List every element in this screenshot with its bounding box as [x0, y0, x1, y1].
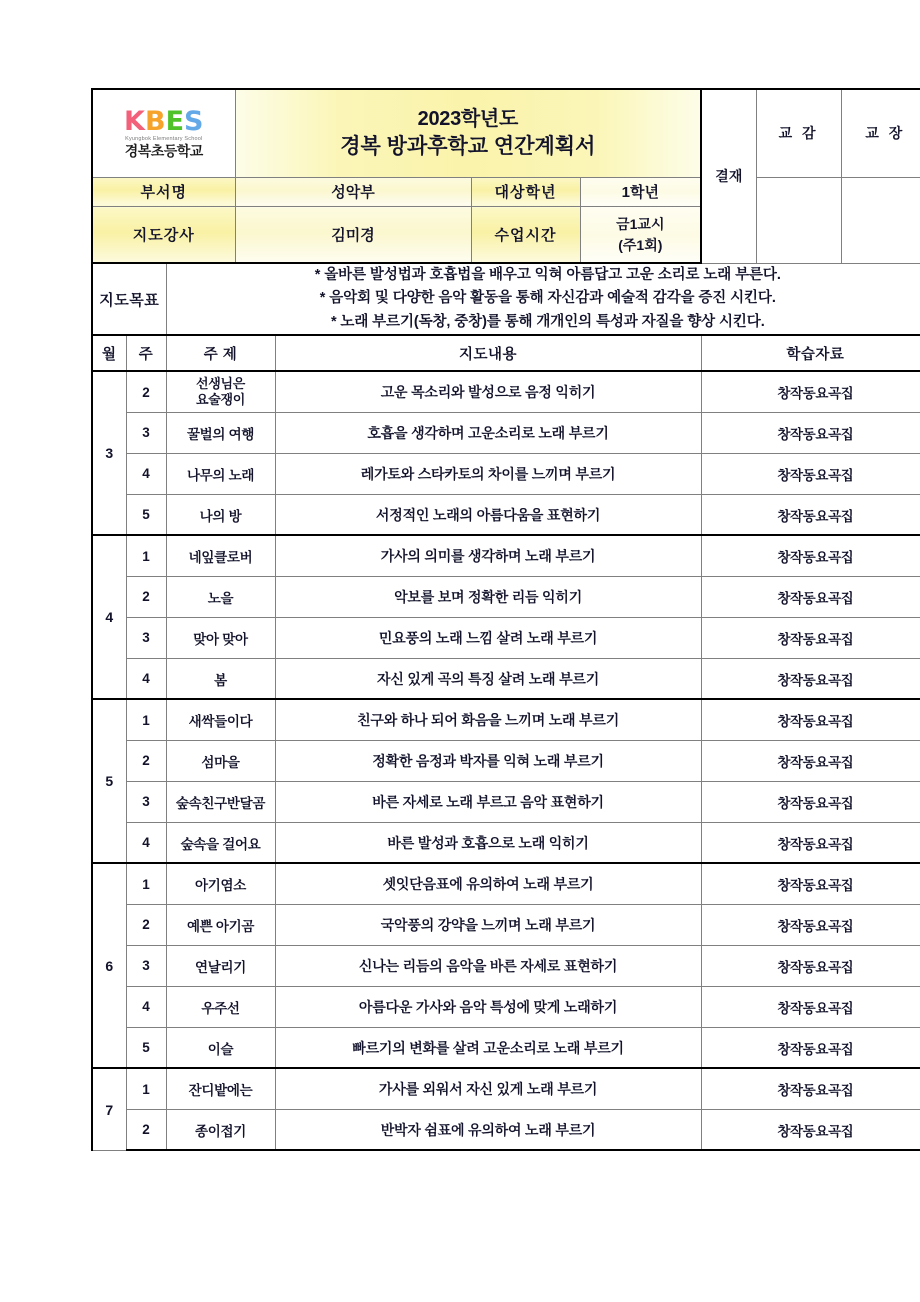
content-cell: 서정적인 노래의 아름다움을 표현하기 [275, 494, 701, 535]
topic-cell: 예쁜 아기곰 [166, 904, 275, 945]
approval-signature-principal[interactable] [841, 177, 920, 263]
table-row [92, 453, 920, 494]
week-cell: 1 [126, 535, 166, 576]
week-cell: 2 [126, 576, 166, 617]
topic-cell: 숲속친구반달곰 [166, 781, 275, 822]
content-cell: 국악풍의 강약을 느끼며 노래 부르기 [275, 904, 701, 945]
topic-line-2: 요술쟁이 [195, 392, 246, 408]
table-row [92, 904, 920, 945]
table-row [92, 576, 920, 617]
table-row [92, 535, 920, 576]
week-cell: 2 [126, 371, 166, 412]
goals-row [92, 263, 920, 335]
logo-english-name: Kyungbok Elementary School [125, 136, 203, 142]
goal-item-1: * 올바른 발성법과 호흡법을 배우고 익혀 아름답고 고운 소리로 노래 부른다. [314, 267, 781, 283]
content-cell: 자신 있게 곡의 특징 살려 노래 부르기 [275, 658, 701, 699]
month-cell: 6 [92, 863, 126, 1068]
content-cell: 셋잇단음표에 유의하여 노래 부르기 [275, 863, 701, 904]
month-cell: 3 [92, 371, 126, 535]
logo-letter-b: B [144, 106, 166, 137]
content-cell: 레가토와 스타카토의 차이를 느끼며 부르기 [275, 453, 701, 494]
week-cell: 4 [126, 453, 166, 494]
topic-cell: 이슬 [166, 1027, 275, 1068]
material-cell: 창작동요곡집 [701, 412, 920, 453]
week-cell: 4 [126, 658, 166, 699]
topic-cell [166, 371, 275, 412]
content-cell: 악보를 보며 정확한 리듬 익히기 [275, 576, 701, 617]
table-row [92, 740, 920, 781]
material-cell: 창작동요곡집 [701, 1027, 920, 1068]
content-cell: 반박자 쉼표에 유의하여 노래 부르기 [275, 1109, 701, 1150]
topic-cell: 우주선 [166, 986, 275, 1027]
field-value-instructor: 김미경 [235, 207, 471, 263]
table-row [92, 863, 920, 904]
column-header-material: 학습자료 [701, 335, 920, 371]
material-cell: 창작동요곡집 [701, 904, 920, 945]
material-cell: 창작동요곡집 [701, 453, 920, 494]
goal-item-2: * 음악회 및 다양한 음악 활동을 통해 자신감과 예술적 감각을 증진 시킨다. [319, 290, 776, 307]
table-row [92, 658, 920, 699]
class-time-line1: 금1교시 [616, 216, 665, 233]
material-cell: 창작동요곡집 [701, 945, 920, 986]
table-row [92, 986, 920, 1027]
school-logo [92, 89, 235, 177]
week-cell: 2 [126, 1109, 166, 1150]
table-row [92, 945, 920, 986]
topic-cell: 새싹들이다 [166, 699, 275, 740]
logo-korean-name: 경복초등학교 [124, 143, 203, 160]
field-label-department: 부서명 [92, 177, 235, 207]
goal-item-3: * 노래 부르기(독창, 중창)를 통해 개개인의 특성과 자질을 향상 시킨다. [330, 313, 765, 330]
material-cell: 창작동요곡집 [701, 1068, 920, 1109]
topic-cell: 숲속을 걸어요 [166, 822, 275, 863]
table-row [92, 1027, 920, 1068]
content-cell: 친구와 하나 되어 화음을 느끼며 노래 부르기 [275, 699, 701, 740]
title-main: 경복 방과후학교 연간계획서 [340, 134, 596, 158]
table-row [92, 781, 920, 822]
topic-cell: 맞아 맞아 [166, 617, 275, 658]
table-row [92, 617, 920, 658]
approval-column-principal: 교 장 [841, 89, 920, 177]
topic-cell: 봄 [166, 658, 275, 699]
week-cell: 1 [126, 1068, 166, 1109]
content-cell: 바른 자세로 노래 부르고 음악 표현하기 [275, 781, 701, 822]
field-value-class-time [580, 207, 701, 263]
table-row [92, 1109, 920, 1150]
column-header-topic: 주 제 [166, 335, 275, 371]
document-title [235, 89, 701, 177]
topic-cell: 나무의 노래 [166, 453, 275, 494]
class-time-line2: (주1회) [618, 236, 663, 253]
material-cell: 창작동요곡집 [701, 986, 920, 1027]
goals-content [166, 263, 920, 335]
material-cell: 창작동요곡집 [701, 699, 920, 740]
week-cell: 5 [126, 494, 166, 535]
topic-cell: 꿀벌의 여행 [166, 412, 275, 453]
week-cell: 3 [126, 617, 166, 658]
material-cell: 창작동요곡집 [701, 535, 920, 576]
content-cell: 호흡을 생각하며 고운소리로 노래 부르기 [275, 412, 701, 453]
goals-label: 지도목표 [92, 263, 166, 335]
content-cell: 가사의 의미를 생각하며 노래 부르기 [275, 535, 701, 576]
content-cell: 바른 발성과 호흡으로 노래 익히기 [275, 822, 701, 863]
week-cell: 3 [126, 781, 166, 822]
column-header-month: 월 [92, 335, 126, 371]
material-cell: 창작동요곡집 [701, 617, 920, 658]
week-cell: 4 [126, 986, 166, 1027]
week-cell: 4 [126, 822, 166, 863]
content-cell: 고운 목소리와 발성으로 음정 익히기 [275, 371, 701, 412]
topic-cell: 종이접기 [166, 1109, 275, 1150]
material-cell: 창작동요곡집 [701, 658, 920, 699]
material-cell: 창작동요곡집 [701, 822, 920, 863]
content-cell: 민요풍의 노래 느낌 살려 노래 부르기 [275, 617, 701, 658]
week-cell: 3 [126, 412, 166, 453]
week-cell: 1 [126, 863, 166, 904]
field-value-department: 성악부 [235, 177, 471, 207]
schedule-header-row [92, 335, 920, 371]
document-page [91, 88, 906, 1151]
material-cell: 창작동요곡집 [701, 740, 920, 781]
logo-letter-e: E [165, 106, 185, 137]
material-cell: 창작동요곡집 [701, 863, 920, 904]
header-field-row-1 [92, 177, 920, 207]
table-row [92, 371, 920, 412]
topic-cell: 네잎클로버 [166, 535, 275, 576]
field-label-class-time: 수업시간 [471, 207, 580, 263]
table-row [92, 1068, 920, 1109]
material-cell: 창작동요곡집 [701, 371, 920, 412]
table-row [92, 494, 920, 535]
week-cell: 1 [126, 699, 166, 740]
field-value-target-grade: 1학년 [580, 177, 701, 207]
table-row [92, 822, 920, 863]
content-cell: 신나는 리듬의 음악을 바른 자세로 표현하기 [275, 945, 701, 986]
header-title-row [92, 89, 920, 177]
month-cell: 5 [92, 699, 126, 863]
content-cell: 빠르기의 변화를 살려 고운소리로 노래 부르기 [275, 1027, 701, 1068]
material-cell: 창작동요곡집 [701, 576, 920, 617]
title-year: 2023학년도 [417, 108, 518, 131]
month-cell: 4 [92, 535, 126, 699]
column-header-content: 지도내용 [275, 335, 701, 371]
content-cell: 정확한 음정과 박자를 익혀 노래 부르기 [275, 740, 701, 781]
field-label-instructor: 지도강사 [92, 207, 235, 263]
logo-letter-k: K [124, 106, 145, 137]
week-cell: 3 [126, 945, 166, 986]
material-cell: 창작동요곡집 [701, 781, 920, 822]
approval-signature-vice-principal[interactable] [756, 177, 841, 263]
approval-label: 결재 [701, 89, 756, 263]
column-header-week: 주 [126, 335, 166, 371]
annual-plan-table [91, 88, 920, 1151]
content-cell: 가사를 외워서 자신 있게 노래 부르기 [275, 1068, 701, 1109]
topic-cell: 나의 방 [166, 494, 275, 535]
topic-cell: 잔디밭에는 [166, 1068, 275, 1109]
week-cell: 2 [126, 740, 166, 781]
topic-line-1: 선생님은 [195, 375, 246, 391]
field-label-target-grade: 대상학년 [471, 177, 580, 207]
topic-cell: 아기염소 [166, 863, 275, 904]
material-cell: 창작동요곡집 [701, 1109, 920, 1150]
table-row [92, 412, 920, 453]
kbes-acronym [124, 108, 203, 135]
topic-cell: 섬마을 [166, 740, 275, 781]
material-cell: 창작동요곡집 [701, 494, 920, 535]
content-cell: 아름다운 가사와 음악 특성에 맞게 노래하기 [275, 986, 701, 1027]
week-cell: 2 [126, 904, 166, 945]
week-cell: 5 [126, 1027, 166, 1068]
topic-cell: 연날리기 [166, 945, 275, 986]
month-cell: 7 [92, 1068, 126, 1150]
logo-letter-s: S [184, 106, 204, 137]
topic-cell: 노을 [166, 576, 275, 617]
table-row [92, 699, 920, 740]
approval-column-vice-principal: 교 감 [756, 89, 841, 177]
